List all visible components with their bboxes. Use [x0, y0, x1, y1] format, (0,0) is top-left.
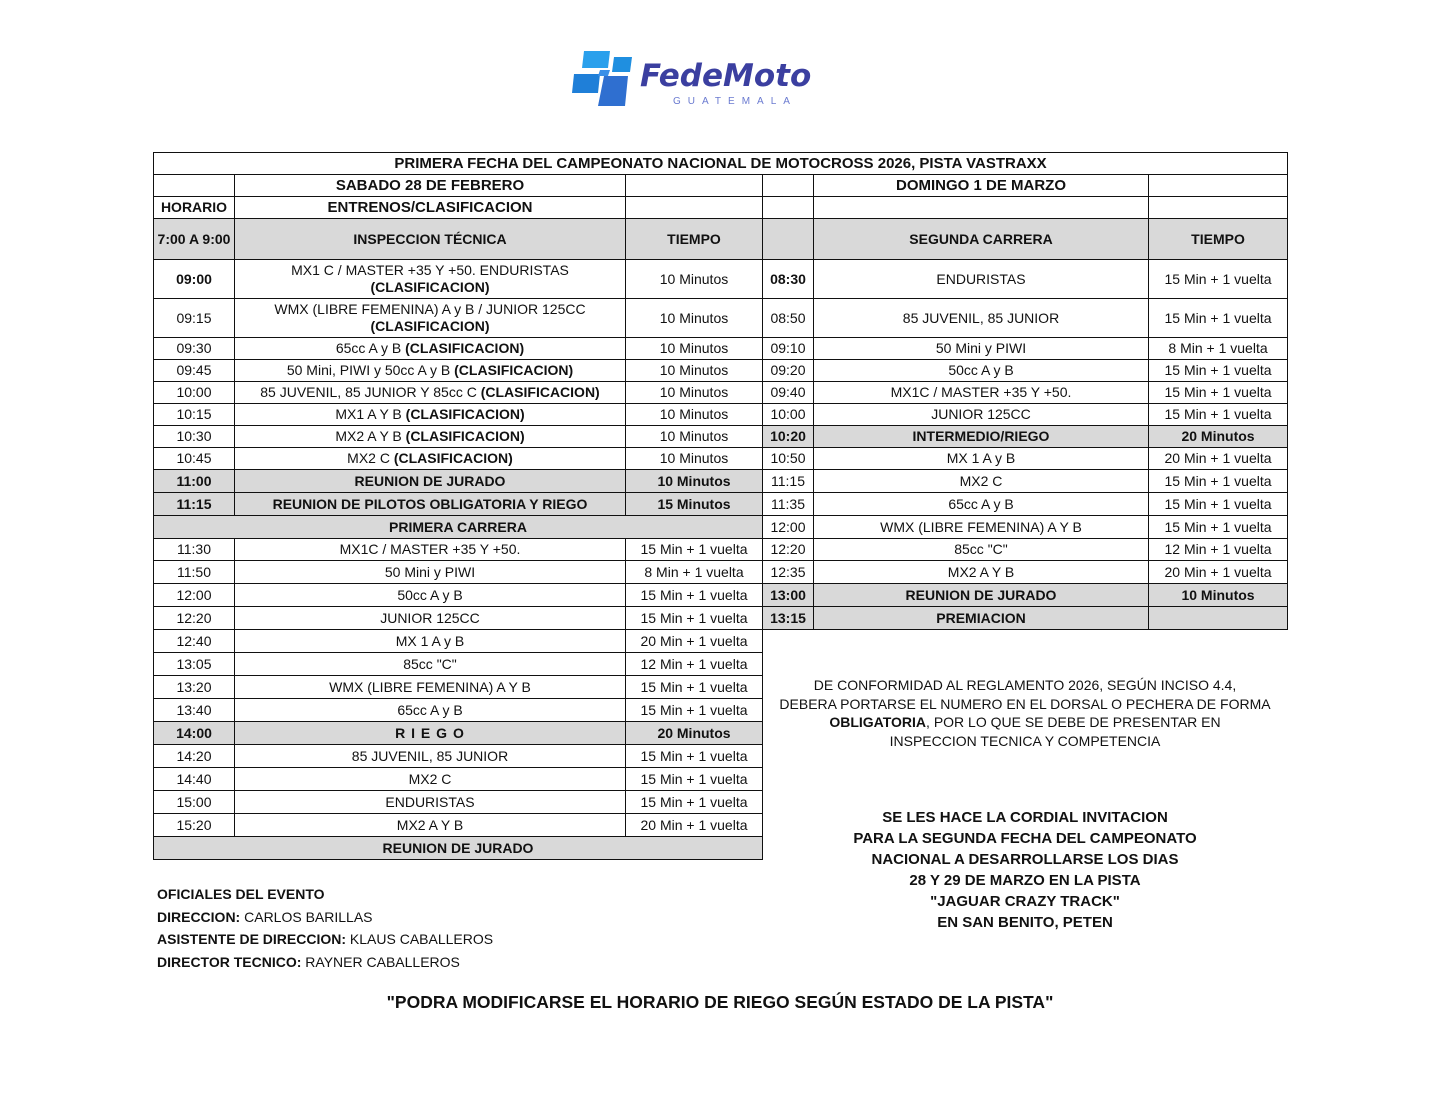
sat-duration: 12 Min + 1 vuelta [626, 653, 763, 676]
sun-duration: 10 Minutos [1149, 584, 1288, 607]
sun-duration: 8 Min + 1 vuelta [1149, 338, 1288, 360]
sat-event: JUNIOR 125CC [235, 607, 626, 630]
table-row [154, 448, 1288, 470]
sat-duration: 15 Minutos [626, 493, 763, 516]
sat-time: 09:30 [154, 338, 235, 360]
sat-time: 15:00 [154, 791, 235, 814]
invitation-line: 28 Y 29 DE MARZO EN LA PISTA [909, 872, 1141, 889]
sat-time: 09:00 [154, 260, 235, 299]
sat-duration: 10 Minutos [626, 470, 763, 493]
sat-event: 50 Mini y PIWI [235, 561, 626, 584]
sun-duration: 15 Min + 1 vuelta [1149, 493, 1288, 516]
rules-note [766, 676, 1284, 750]
logo-brand-text: FedeMoto [640, 58, 812, 94]
invitation-line: EN SAN BENITO, PETEN [937, 914, 1113, 931]
sun-duration: 15 Min + 1 vuelta [1149, 299, 1288, 338]
event-officials [157, 883, 493, 973]
header-row [154, 219, 1288, 260]
sat-event: ENDURISTAS [235, 791, 626, 814]
sat-time: 11:15 [154, 493, 235, 516]
officials-heading: OFICIALES DEL EVENTO [157, 886, 325, 902]
sun-event: JUNIOR 125CC [814, 404, 1149, 426]
sat-event: 50 Mini, PIWI y 50cc A y B (CLASIFICACION) [235, 360, 626, 382]
sat-time: 11:30 [154, 539, 235, 561]
sun-event: MX1C / MASTER +35 Y +50. [814, 382, 1149, 404]
sat-event: REUNION DE PILOTOS OBLIGATORIA Y RIEGO [235, 493, 626, 516]
sun-event: REUNION DE JURADO [814, 584, 1149, 607]
sun-duration: 20 Min + 1 vuelta [1149, 561, 1288, 584]
table-row [154, 768, 1288, 791]
invitation-line: PARA LA SEGUNDA FECHA DEL CAMPEONATO [853, 830, 1197, 847]
sat-time: 13:20 [154, 676, 235, 699]
sun-time: 08:50 [763, 299, 814, 338]
sat-event: 65cc A y B (CLASIFICACION) [235, 338, 626, 360]
sat-time: 09:15 [154, 299, 235, 338]
rules-line: DE CONFORMIDAD AL REGLAMENTO 2026, SEGÚN INCISO 4.4, [813, 677, 1237, 693]
official-item: DIRECTOR TECNICO: RAYNER CABALLEROS [157, 953, 460, 970]
schedule-title: PRIMERA FECHA DEL CAMPEONATO NACIONAL DE MOTOCROSS 2026, PISTA VASTRAXX [154, 153, 1288, 175]
table-row [154, 561, 1288, 584]
sat-time: 10:45 [154, 448, 235, 470]
sun-time: 12:35 [763, 561, 814, 584]
day-row [154, 175, 1288, 197]
sat-duration: 15 Min + 1 vuelta [626, 768, 763, 791]
sun-time: 09:10 [763, 338, 814, 360]
sun-duration: 15 Min + 1 vuelta [1149, 360, 1288, 382]
sat-event: REUNION DE JURADO [235, 470, 626, 493]
rules-line: DEBERA PORTARSE EL NUMERO EN EL DORSAL O PECHERA DE FORMA [779, 695, 1271, 712]
sun-time: 10:50 [763, 448, 814, 470]
sat-duration: 20 Min + 1 vuelta [626, 630, 763, 653]
table-row [154, 338, 1288, 360]
sat-time: 09:45 [154, 360, 235, 382]
sat-event: MX2 A Y B [235, 814, 626, 837]
sat-time: 13:40 [154, 699, 235, 722]
sat-duration: 15 Min + 1 vuelta [626, 745, 763, 768]
sat-duration: 10 Minutos [626, 360, 763, 382]
invitation-note [800, 807, 1250, 933]
rules-line: OBLIGATORIA, POR LO QUE SE DEBE DE PRESENTAR EN [829, 714, 1221, 730]
invitation-line: NACIONAL A DESARROLLARSE LOS DIAS [871, 851, 1179, 868]
schedule-table [153, 152, 1288, 860]
sat-event: MX1 C / MASTER +35 Y +50. ENDURISTAS (CLASIFICACION) [235, 260, 626, 299]
sun-time: 11:15 [763, 470, 814, 493]
sat-event: MX2 C [235, 768, 626, 791]
sat-time: 12:00 [154, 584, 235, 607]
sun-time: 08:30 [763, 260, 814, 299]
sat-event: R I E G O [235, 722, 626, 745]
saturday-section: ENTRENOS/CLASIFICACION [235, 197, 626, 219]
sun-duration: 20 Minutos [1149, 426, 1288, 448]
table-row [154, 630, 1288, 653]
sun-event: ENDURISTAS [814, 260, 1149, 299]
table-row [154, 382, 1288, 404]
sat-duration: 10 Minutos [626, 338, 763, 360]
sun-time: 12:20 [763, 539, 814, 561]
logo-country-text: GUATEMALA [673, 96, 797, 107]
sat-event: MX2 A Y B (CLASIFICACION) [235, 426, 626, 448]
table-row [154, 470, 1288, 493]
sat-duration: 20 Min + 1 vuelta [626, 814, 763, 837]
sat-duration: 8 Min + 1 vuelta [626, 561, 763, 584]
sat-time: 10:30 [154, 426, 235, 448]
sat-time: 11:00 [154, 470, 235, 493]
sat-time: 12:40 [154, 630, 235, 653]
table-row [154, 360, 1288, 382]
sat-time: 10:15 [154, 404, 235, 426]
sat-event: WMX (LIBRE FEMENINA) A Y B [235, 676, 626, 699]
official-item: DIRECCION: CARLOS BARILLAS [157, 908, 373, 925]
sunday-day: DOMINGO 1 DE MARZO [814, 175, 1149, 197]
section-row [154, 197, 1288, 219]
header-tiempo: TIEMPO [626, 219, 763, 260]
header-sunday-tiempo: TIEMPO [1149, 219, 1288, 260]
sun-duration: 15 Min + 1 vuelta [1149, 382, 1288, 404]
header-time: 7:00 A 9:00 [154, 219, 235, 260]
rules-line: INSPECCION TECNICA Y COMPETENCIA [889, 732, 1161, 749]
sat-duration: 10 Minutos [626, 299, 763, 338]
sat-time: 14:20 [154, 745, 235, 768]
sat-event: MX1 A Y B (CLASIFICACION) [235, 404, 626, 426]
sun-time: 12:00 [763, 516, 814, 539]
sun-time: 13:00 [763, 584, 814, 607]
table-row [154, 404, 1288, 426]
sat-time: 13:05 [154, 653, 235, 676]
table-row [154, 653, 1288, 676]
primera-carrera: PRIMERA CARRERA [154, 516, 763, 539]
title-row [154, 153, 1288, 175]
sat-time: 11:50 [154, 561, 235, 584]
logo-mark-icon [570, 48, 636, 110]
sun-duration: 15 Min + 1 vuelta [1149, 404, 1288, 426]
sat-duration: 15 Min + 1 vuelta [626, 584, 763, 607]
sun-duration: 20 Min + 1 vuelta [1149, 448, 1288, 470]
official-item: ASISTENTE DE DIRECCION: KLAUS CABALLEROS [157, 931, 494, 947]
sun-time: 11:35 [763, 493, 814, 516]
sat-event: WMX (LIBRE FEMENINA) A y B / JUNIOR 125CC (CLASIFICACION) [235, 299, 626, 338]
sat-time: 10:00 [154, 382, 235, 404]
sat-time: 15:20 [154, 814, 235, 837]
sat-event: 65cc A y B [235, 699, 626, 722]
sat-event: MX 1 A y B [235, 630, 626, 653]
table-row [154, 260, 1288, 299]
table-row [154, 426, 1288, 448]
sun-event: PREMIACION [814, 607, 1149, 630]
sun-duration: 15 Min + 1 vuelta [1149, 470, 1288, 493]
sat-duration: 15 Min + 1 vuelta [626, 607, 763, 630]
sat-duration: 10 Minutos [626, 260, 763, 299]
sun-time: 09:20 [763, 360, 814, 382]
invitation-line: SE LES HACE LA CORDIAL INVITACION [882, 809, 1168, 826]
sun-duration: 12 Min + 1 vuelta [1149, 539, 1288, 561]
sat-duration: 15 Min + 1 vuelta [626, 676, 763, 699]
table-row [154, 493, 1288, 516]
race-section-row [154, 516, 1288, 539]
invitation-line: "JAGUAR CRAZY TRACK" [930, 893, 1120, 910]
sat-duration: 10 Minutos [626, 382, 763, 404]
header-event: INSPECCION TÉCNICA [235, 219, 626, 260]
table-row [154, 539, 1288, 561]
sat-event: MX2 C (CLASIFICACION) [235, 448, 626, 470]
sun-time: 09:40 [763, 382, 814, 404]
sat-duration: 15 Min + 1 vuelta [626, 699, 763, 722]
sun-event: 50cc A y B [814, 360, 1149, 382]
fedemoto-logo [570, 48, 830, 112]
sat-event: 85 JUVENIL, 85 JUNIOR [235, 745, 626, 768]
sat-event: 85cc "C" [235, 653, 626, 676]
sat-event: 85 JUVENIL, 85 JUNIOR Y 85cc C (CLASIFICACION) [235, 382, 626, 404]
table-row [154, 607, 1288, 630]
footer-note: "PODRA MODIFICARSE EL HORARIO DE RIEGO SEGÚN ESTADO DE LA PISTA" [386, 992, 1054, 1012]
sun-event: WMX (LIBRE FEMENINA) A Y B [814, 516, 1149, 539]
sat-time: 12:20 [154, 607, 235, 630]
sun-event: 50 Mini y PIWI [814, 338, 1149, 360]
saturday-day: SABADO 28 DE FEBRERO [235, 175, 626, 197]
sat-duration: 15 Min + 1 vuelta [626, 791, 763, 814]
sun-event: INTERMEDIO/RIEGO [814, 426, 1149, 448]
sun-event: 85cc "C" [814, 539, 1149, 561]
sat-time: 14:40 [154, 768, 235, 791]
sat-duration: 15 Min + 1 vuelta [626, 539, 763, 561]
sun-duration: 15 Min + 1 vuelta [1149, 260, 1288, 299]
table-row [154, 584, 1288, 607]
sun-event: 85 JUVENIL, 85 JUNIOR [814, 299, 1149, 338]
sat-event: 50cc A y B [235, 584, 626, 607]
sun-duration [1149, 607, 1288, 630]
sun-time: 10:00 [763, 404, 814, 426]
sat-duration: 10 Minutos [626, 404, 763, 426]
closing-reunion: REUNION DE JURADO [154, 837, 763, 860]
table-row [154, 299, 1288, 338]
sat-duration: 10 Minutos [626, 426, 763, 448]
sun-event: MX2 A Y B [814, 561, 1149, 584]
sun-time: 10:20 [763, 426, 814, 448]
sat-time: 14:00 [154, 722, 235, 745]
sun-event: 65cc A y B [814, 493, 1149, 516]
sun-duration: 15 Min + 1 vuelta [1149, 516, 1288, 539]
sat-event: MX1C / MASTER +35 Y +50. [235, 539, 626, 561]
sun-event: MX 1 A y B [814, 448, 1149, 470]
sun-time: 13:15 [763, 607, 814, 630]
horario-label: HORARIO [154, 197, 235, 219]
sat-duration: 20 Minutos [626, 722, 763, 745]
sat-duration: 10 Minutos [626, 448, 763, 470]
sun-event: MX2 C [814, 470, 1149, 493]
header-sunday-event: SEGUNDA CARRERA [814, 219, 1149, 260]
